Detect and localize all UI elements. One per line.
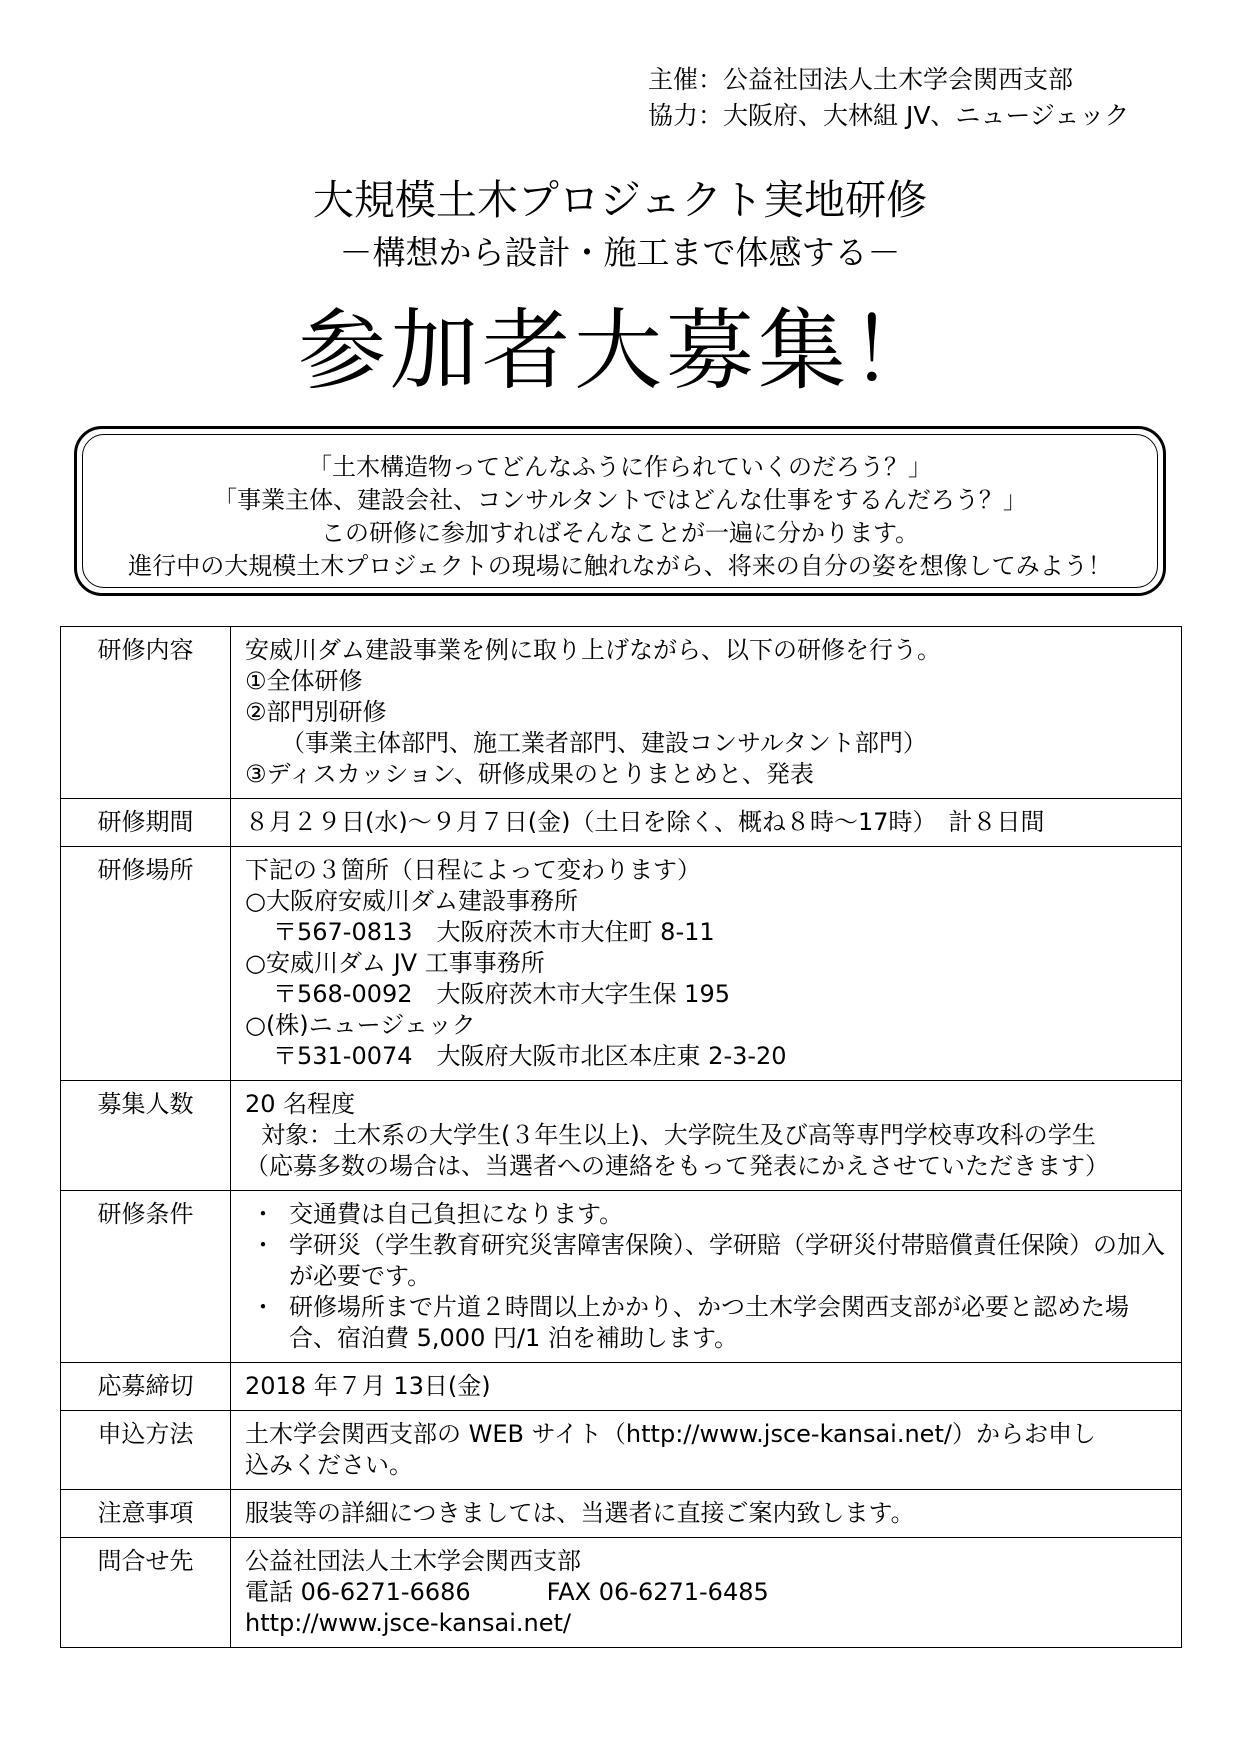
content-line: 安威川ダム建設事業を例に取り上げながら、以下の研修を行う。 bbox=[245, 636, 941, 664]
label-deadline: 応募締切 bbox=[61, 1363, 231, 1411]
row-notes bbox=[61, 1490, 1182, 1538]
label-application: 申込方法 bbox=[61, 1411, 231, 1490]
recruitment-count: 20 名程度 bbox=[245, 1090, 356, 1118]
content-line: （事業主体部門、施工業者部門、建設コンサルタント部門） bbox=[281, 729, 927, 757]
callout-line: この研修に参加すればそんなことが一遍に分かります。 bbox=[320, 519, 920, 547]
label-content: 研修内容 bbox=[61, 627, 231, 799]
row-application bbox=[61, 1411, 1182, 1490]
page-title: 大規模土木プロジェクト実地研修 bbox=[312, 176, 928, 224]
recruitment-target: 対象：土木系の大学生(３年生以上)、大学院生及び高等専門学校専攻科の学生 bbox=[261, 1121, 1096, 1149]
location-intro: 下記の３箇所（日程によって変わります） bbox=[245, 856, 701, 884]
bullet-mark: ・ bbox=[251, 1231, 275, 1259]
location-name: ○大阪府安威川ダム建設事務所 bbox=[245, 887, 578, 915]
row-recruitment bbox=[61, 1081, 1182, 1191]
recruitment-note: （応募多数の場合は、当選者への連絡をもって発表にかえさせていただきます） bbox=[245, 1152, 1109, 1180]
contact-fax: FAX 06-6271-6485 bbox=[546, 1578, 769, 1606]
row-deadline bbox=[61, 1363, 1182, 1411]
label-notes: 注意事項 bbox=[61, 1490, 231, 1538]
contact-org: 公益社団法人土木学会関西支部 bbox=[245, 1547, 581, 1575]
bullet-mark: ・ bbox=[251, 1200, 275, 1228]
condition-text: 交通費は自己負担になります。 bbox=[289, 1200, 624, 1228]
condition-text: 学研災（学生教育研究災害障害保険）、学研賠（学研災付帯賠償責任保険）の加入が必要です。 bbox=[289, 1231, 1165, 1290]
label-location: 研修場所 bbox=[61, 847, 231, 1081]
row-contact bbox=[61, 1538, 1182, 1648]
condition-item bbox=[245, 1199, 1167, 1230]
condition-text: 研修場所まで片道２時間以上かかり、かつ土木学会関西支部が必要と認めた場合、宿泊費 5,000 円/1 泊を補助します。 bbox=[289, 1293, 1129, 1352]
value-deadline: 2018 年７月 13日(金) bbox=[231, 1363, 1182, 1411]
location-address: 〒567-0813 大阪府茨木市大住町 8-11 bbox=[273, 918, 715, 946]
label-contact: 問合せ先 bbox=[61, 1538, 231, 1648]
value-notes: 服装等の詳細につきましては、当選者に直接ご案内致します。 bbox=[231, 1490, 1182, 1538]
label-conditions: 研修条件 bbox=[61, 1191, 231, 1363]
callout-box bbox=[74, 426, 1166, 596]
row-conditions bbox=[61, 1191, 1182, 1363]
page-subtitle: －構想から設計・施工まで体感する－ bbox=[339, 233, 901, 272]
headline: 参加者大募集！ bbox=[297, 299, 942, 402]
host-line: 主催：公益社団法人土木学会関西支部 bbox=[648, 65, 1074, 94]
contact-tel: 電話 06-6271-6686 bbox=[245, 1578, 471, 1606]
content-line: ②部門別研修 bbox=[245, 698, 387, 726]
location-address: 〒568-0092 大阪府茨木市大字生保 195 bbox=[273, 980, 730, 1008]
content-line: ③ディスカッション、研修成果のとりまとめと、発表 bbox=[245, 760, 814, 788]
row-location bbox=[61, 847, 1182, 1081]
callout-line: 「事業主体、建設会社、コンサルタントではどんな仕事をするんだろう？」 bbox=[213, 486, 1027, 514]
content-line: ①全体研修 bbox=[245, 667, 363, 695]
value-conditions bbox=[231, 1191, 1182, 1363]
location-address: 〒531-0074 大阪府大阪市北区本庄東 2-3-20 bbox=[273, 1042, 787, 1070]
callout-line: 進行中の大規模土木プロジェクトの現場に触れながら、将来の自分の姿を想像してみよう！ bbox=[128, 552, 1112, 580]
callout-inner bbox=[82, 434, 1158, 588]
location-name: ○(株)ニュージェック bbox=[245, 1011, 476, 1039]
value-content bbox=[231, 627, 1182, 799]
info-table bbox=[60, 626, 1182, 1648]
cooperation-line: 協力：大阪府、大林組 JV、ニュージェック bbox=[648, 101, 1130, 130]
condition-item bbox=[245, 1230, 1167, 1292]
callout-line: 「土木構造物ってどんなふうに作られていくのだろう？」 bbox=[308, 453, 932, 481]
condition-item bbox=[245, 1292, 1167, 1354]
value-recruitment bbox=[231, 1081, 1182, 1191]
value-period: ８月２９日(水)～９月７日(金)（土日を除く、概ね８時～17時） 計８日間 bbox=[231, 799, 1182, 847]
row-content bbox=[61, 627, 1182, 799]
row-period bbox=[61, 799, 1182, 847]
value-location bbox=[231, 847, 1182, 1081]
label-period: 研修期間 bbox=[61, 799, 231, 847]
contact-url[interactable]: http://www.jsce-kansai.net/ bbox=[245, 1609, 572, 1637]
value-application bbox=[231, 1411, 1182, 1490]
application-line: 込みください。 bbox=[245, 1451, 413, 1479]
organizer-block bbox=[648, 62, 1129, 134]
value-contact bbox=[231, 1538, 1182, 1648]
label-recruitment: 募集人数 bbox=[61, 1081, 231, 1191]
application-line: 土木学会関西支部の WEB サイト（http://www.jsce-kansai.net/）からお申し bbox=[245, 1420, 1096, 1448]
contact-phone-row bbox=[245, 1577, 1167, 1608]
location-name: ○安威川ダム JV 工事事務所 bbox=[245, 949, 545, 977]
bullet-mark: ・ bbox=[251, 1293, 275, 1321]
